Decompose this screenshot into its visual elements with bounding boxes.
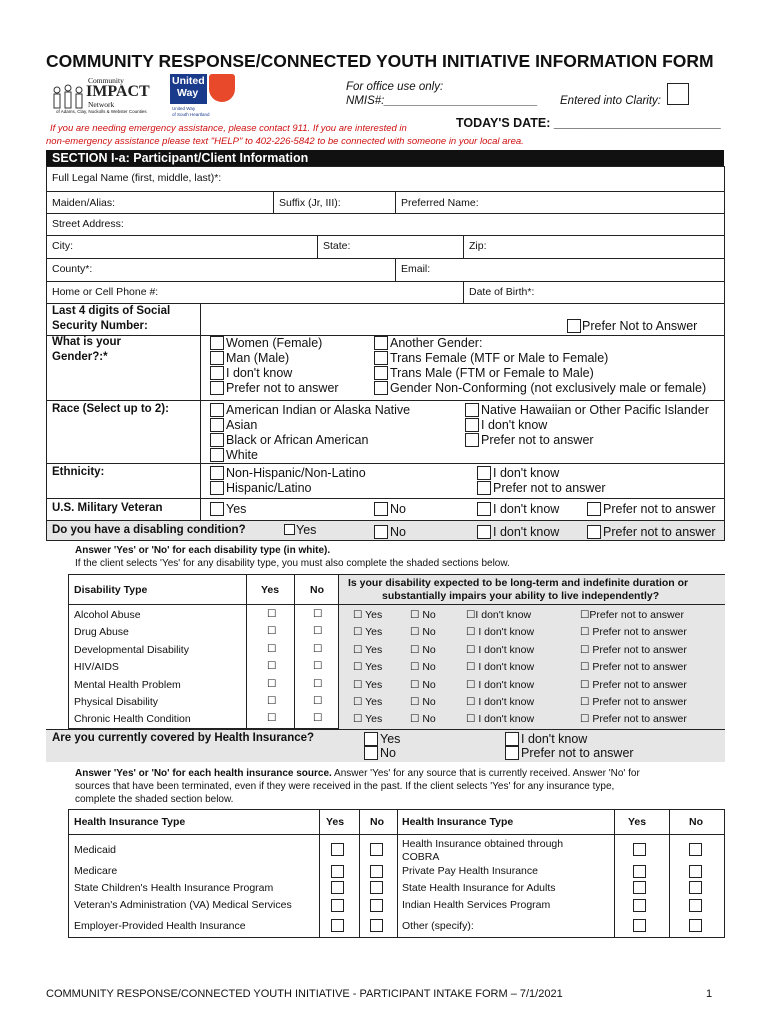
race-asian-checkbox[interactable] [210,418,224,432]
gender-women-checkbox[interactable] [210,336,224,350]
gender-transmale-checkbox[interactable] [374,366,388,380]
ins-va-yes-checkbox[interactable] [331,899,344,912]
ins-state-adults-yes-checkbox[interactable] [633,881,646,894]
email-field[interactable]: Email: [401,263,431,275]
ins-medicare-no-checkbox[interactable] [370,865,383,878]
form-title: COMMUNITY RESPONSE/CONNECTED YOUTH INITIATIVE INFORMATION FORM [46,51,714,71]
disabling-yes-checkbox[interactable] [284,524,295,535]
table-row: Physical Disability ☐ ☐ ☐ Yes ☐ No ☐ I don't know ☐ Prefer not to answer [74,695,687,708]
ins-private-yes-checkbox[interactable] [633,865,646,878]
state-field[interactable]: State: [323,240,351,252]
race-aian-checkbox[interactable] [210,403,224,417]
section-header: SECTION I-a: Participant/Client Information [46,150,724,166]
ins-cobra-1: Health Insurance obtained through [402,838,564,850]
disabling-dontknow-checkbox[interactable] [477,525,491,539]
ins-state-adults: State Health Insurance for Adults [402,882,556,894]
united-way-logo: United Way United Way of South Heartland [170,74,238,118]
community-impact-logo: Community IMPACT Network of Adams, Clay, Nuckolls & Webster Counties [50,76,165,118]
ins-other-no-checkbox[interactable] [689,919,702,932]
ins-other-yes-checkbox[interactable] [633,919,646,932]
ins-schip: State Children's Health Insurance Program [74,882,274,894]
disability-type-header: Disability Type [74,584,148,596]
gender-nonconforming-checkbox[interactable] [374,381,388,395]
city-field[interactable]: City: [52,240,73,252]
table-row: Developmental Disability ☐ ☐ ☐ Yes ☐ No ☐ I don't know ☐ Prefer not to answer [74,643,687,656]
ins-cobra-no-checkbox[interactable] [689,843,702,856]
ins-medicare-yes-checkbox[interactable] [331,865,344,878]
ins-employer-yes-checkbox[interactable] [331,919,344,932]
full-name-field[interactable]: Full Legal Name (first, middle, last)*: [52,172,222,184]
veteran-prefer-checkbox[interactable] [587,502,601,516]
dob-field[interactable]: Date of Birth*: [469,286,535,298]
table-row: Drug Abuse ☐ ☐ ☐ Yes ☐ No ☐ I don't know ☐ Prefer not to answer [74,625,687,638]
ins-cobra-yes-checkbox[interactable] [633,843,646,856]
gender-transfemale-checkbox[interactable] [374,351,388,365]
veteran-label: U.S. Military Veteran [52,502,163,514]
disabling-label: Do you have a disabling condition? [52,524,246,536]
united-way-emblem-icon [209,74,235,102]
maiden-field[interactable]: Maiden/Alias: [52,197,116,209]
ethnicity-label: Ethnicity: [52,466,105,478]
ins-type-header-right: Health Insurance Type [402,816,514,828]
disabling-no-checkbox[interactable] [374,525,388,539]
phone-field[interactable]: Home or Cell Phone #: [52,286,159,298]
veteran-no-checkbox[interactable] [374,502,388,516]
gender-prefer-checkbox[interactable] [210,381,224,395]
ins-va-no-checkbox[interactable] [370,899,383,912]
ins-schip-no-checkbox[interactable] [370,881,383,894]
emergency-note-1: If you are needing emergency assistance, please contact 911. If you are interested in [50,123,407,134]
table-row: Chronic Health Condition ☐ ☐ ☐ Yes ☐ No ☐ I don't know ☐ Prefer not to answer [74,712,687,725]
ins-ihs-yes-checkbox[interactable] [633,899,646,912]
zip-field[interactable]: Zip: [469,240,487,252]
ssn-prefer-checkbox[interactable] [567,319,581,333]
insurance-no-checkbox[interactable] [364,746,378,760]
ethnicity-prefer-checkbox[interactable] [477,481,491,495]
ins-medicaid: Medicaid [74,844,117,856]
insurance-yes-checkbox[interactable] [364,732,378,746]
ins-state-adults-no-checkbox[interactable] [689,881,702,894]
ethnicity-hispanic-checkbox[interactable] [210,481,224,495]
ins-employer: Employer-Provided Health Insurance [74,920,246,932]
veteran-yes-checkbox[interactable] [210,502,224,516]
insurance-dontknow-checkbox[interactable] [505,732,519,746]
race-white-checkbox[interactable] [210,448,224,462]
office-use-label: For office use only: [346,81,444,93]
table-row: Mental Health Problem ☐ ☐ ☐ Yes ☐ No ☐ I don't know ☐ Prefer not to answer [74,678,687,691]
gender-another-checkbox[interactable] [374,336,388,350]
race-label: Race (Select up to 2): [52,403,169,415]
race-prefer-checkbox[interactable] [465,433,479,447]
street-field[interactable]: Street Address: [52,218,124,230]
gender-label-2: Gender?:* [52,351,108,363]
veteran-dontknow-checkbox[interactable] [477,502,491,516]
gender-man-checkbox[interactable] [210,351,224,365]
ins-va: Veteran's Administration (VA) Medical Services [74,899,292,911]
race-nhpi-checkbox[interactable] [465,403,479,417]
ins-private: Private Pay Health Insurance [402,865,538,877]
preferred-name-field[interactable]: Preferred Name: [401,197,479,209]
race-dontknow-checkbox[interactable] [465,418,479,432]
ins-medicaid-yes-checkbox[interactable] [331,843,344,856]
race-black-checkbox[interactable] [210,433,224,447]
page-number: 1 [706,988,713,1000]
ssn-label-2: Security Number: [52,320,148,332]
ethnicity-dontknow-checkbox[interactable] [477,466,491,480]
disability-instructions-1: Answer 'Yes' or 'No' for each disability type (in white). [75,545,331,556]
ins-cobra-2: COBRA [402,851,440,863]
ins-ihs: Indian Health Services Program [402,899,551,911]
disability-instructions-2: If the client selects 'Yes' for any disability type, you must also complete the shaded sections below. [75,558,510,569]
suffix-field[interactable]: Suffix (Jr, III): [279,197,341,209]
clarity-checkbox[interactable] [667,83,689,105]
table-row: Alcohol Abuse ☐ ☐ ☐ Yes ☐ No ☐I don't know ☐Prefer not to answer [74,608,684,621]
ins-type-header-left: Health Insurance Type [74,816,186,828]
ins-schip-yes-checkbox[interactable] [331,881,344,894]
footer-text: COMMUNITY RESPONSE/CONNECTED YOUTH INITIATIVE - PARTICIPANT INTAKE FORM – 7/1/2021 [46,988,563,1000]
ethnicity-nonhispanic-checkbox[interactable] [210,466,224,480]
gender-label-1: What is your [52,336,122,348]
ins-medicare: Medicare [74,865,118,877]
gender-dontknow-checkbox[interactable] [210,366,224,380]
insurance-prefer-checkbox[interactable] [505,746,519,760]
clarity-label: Entered into Clarity: [560,95,661,107]
county-field[interactable]: County*: [52,263,93,275]
emergency-note-2: non-emergency assistance please text "HELP" to 402-226-5842 to be connected with someone in your local area. [46,136,524,147]
insurance-label: Are you currently covered by Health Insurance? [52,732,315,744]
ins-other[interactable]: Other (specify): [402,920,474,932]
todays-date-field[interactable]: TODAY'S DATE: ________________________ [456,116,721,130]
insurance-instructions: Answer 'Yes' or 'No' for each health insurance source. Answer 'Yes' for any source that is currently received. Answer 'No' for sources that have been terminated, even if they were received in the past. If the client selects 'Yes' for any insurance type, complete the shaded section below. [75,768,640,805]
table-row: HIV/AIDS ☐ ☐ ☐ Yes ☐ No ☐ I don't know ☐ Prefer not to answer [74,660,687,673]
ins-ihs-no-checkbox[interactable] [689,899,702,912]
insurance-table [68,809,725,938]
nmis-field[interactable]: NMIS#:________________________ [346,95,538,107]
ins-private-no-checkbox[interactable] [689,865,702,878]
ins-medicaid-no-checkbox[interactable] [370,843,383,856]
ssn-label-1: Last 4 digits of Social [52,305,171,317]
ins-employer-no-checkbox[interactable] [370,919,383,932]
disabling-prefer-checkbox[interactable] [587,525,601,539]
